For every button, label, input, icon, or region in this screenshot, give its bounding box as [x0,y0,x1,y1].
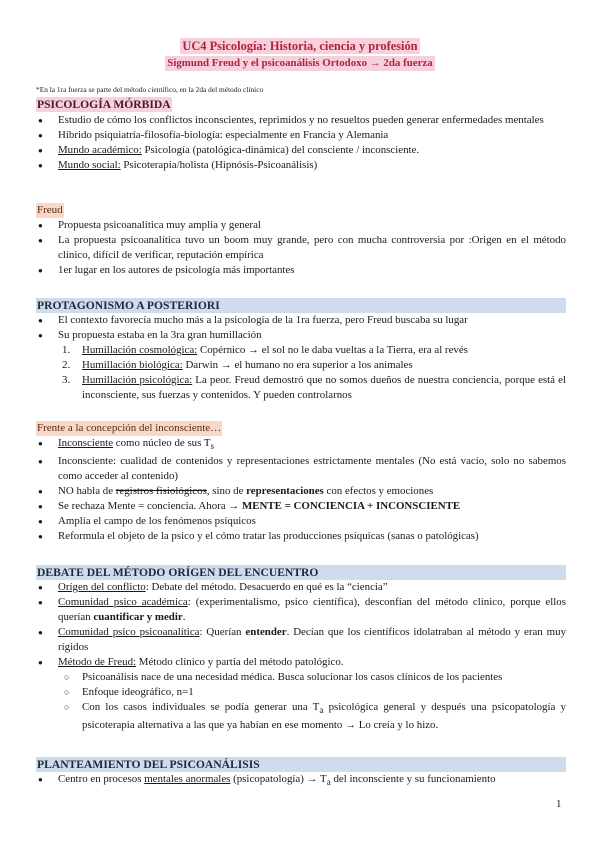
section-planteamiento [36,757,566,790]
list-item: ● Comunidad psico psicoanalítica: Querían entender. Decían que los científicos idolatraban al método y eran muy rígidos [36,625,566,655]
section-debate-metodo [36,565,566,733]
page-subtitle: Sigmund Freud y el psicoanálisis Ortodoxo → 2da fuerza [167,57,433,69]
list-item: ● Centro en procesos mentales anormales (psicopatología) → $T_a$ del inconsciente y su funcionamiento [36,772,566,790]
sub-bullet-list [36,670,566,733]
sub-list-item: ○ Psicoanálisis nace de una necesidad médica. Busca solucionar los casos clínicos de los pacientes [36,670,566,685]
list-item: ● NO habla de registros fisiológicos, sino de representaciones con efectos y emociones [36,484,566,499]
list-item: ● Amplía el campo de los fenómenos psíquicos [36,514,566,529]
section-header: DEBATE DEL MÉTODO ORÍGEN DEL ENCUENTRO [36,565,566,580]
list-item: ● Propuesta psicoanalítica muy amplia y general [36,218,566,233]
numbered-item: 1. Humillación cosmológica: Copérnico → el sol no le daba vueltas a la Tierra, era al revés [62,344,468,356]
numbered-item: 3. Humillación psicológica: La peor. Freud demostró que no somos dueños de nuestra conciencia, porque está el inconsciente, sus fuerzas y contenidos. Y pueden controlarnos [62,374,566,401]
bullet-list [36,313,566,343]
list-item: ● Comunidad psico académica: (experimentalismo, psico científica), desconfían del método clínico, porque ellos querían cuantificar y medir. [36,595,566,625]
bullet-list [36,113,566,173]
section-psicologia-morbida [36,97,566,173]
list-item: ● Método de Freud: Método clínico y partía del método patológico. [36,655,566,670]
numbered-item: 2. Humillación biológica: Darwin → el humano no era superior a los animales [62,359,413,371]
footnote-note: *En la 1ra fuerza se parte del método científico, en la 2da del método clínico [36,85,264,94]
numbered-list [36,343,566,403]
list-item: ● Inconsciente como núcleo de sus $T_s$ [36,436,566,454]
section-inconsciente [36,421,566,544]
page-title: UC4 Psicología: Historia, ciencia y profesión [182,39,418,53]
bullet-list [36,580,566,670]
sub-list-item: ○ Enfoque ideográfico, n=1 [36,685,566,700]
list-item: ● Híbrido psiquiatría-filosofía-biología: especialmente en Francia y Alemania [36,128,566,143]
list-item: ● Mundo académico: Psicología (patológica-dinámica) del consciente / inconsciente. [36,143,566,158]
bullet-list [36,436,566,544]
section-protagonismo [36,298,566,403]
list-item: ● Orígen del conflicto: Debate del método. Desacuerdo en qué es la “ciencia” [36,580,566,595]
title-block [0,38,600,71]
bullet-list [36,772,566,790]
list-item: ● Se rechaza Mente = conciencia. Ahora → MENTE = CONCIENCIA + INCONSCIENTE [36,499,566,514]
list-item: ● Estudio de cómo los conflictos inconscientes, reprimidos y no resueltos pueden generar enfermedades mentales [36,113,566,128]
section-header: Frente a la concepción del inconsciente… [37,422,222,434]
list-item: ● Reformula el objeto de la psico y el cómo tratar las producciones psíquicas (sanas o patológicas) [36,529,566,544]
section-freud [36,203,566,278]
sub-list-item: ○ Con los casos individuales se podía generar una $T_a$ psicológica general y después una psicopatología y psicoterapia alternativa a las que ya habían en ese momento → Lo creía y lo hizo. [36,700,566,733]
bullet-list [36,218,566,278]
section-header: Freud [37,204,63,216]
section-header: PROTAGONISMO A POSTERIORI [36,298,566,313]
list-item: ● La propuesta psicoanalítica tuvo un boom muy grande, pero con mucha controversia por :Origen en el método clínico, difícil de verificar, reputación empírica [36,233,566,263]
list-item: ● El contexto favorecía mucho más a la psicología de la 1ra fuerza, pero Freud buscaba su lugar [36,313,566,328]
list-item: ● 1er lugar en los autores de psicología más importantes [36,263,566,278]
list-item: ● Su propuesta estaba en la 3ra gran humillación [36,328,566,343]
section-header: PLANTEAMIENTO DEL PSICOANÁLISIS [36,757,566,772]
list-item: ● Inconsciente: cualidad de contenidos y representaciones estrictamente mentales (No está vacío, solo no sabemos como acceder al contenido) [36,454,566,484]
page-number: 1 [556,798,562,810]
section-header: PSICOLOGÍA MÓRBIDA [37,98,171,111]
list-item: ● Mundo social: Psicoterapia/holista (Hipnósis-Psicoanálisis) [36,158,566,173]
